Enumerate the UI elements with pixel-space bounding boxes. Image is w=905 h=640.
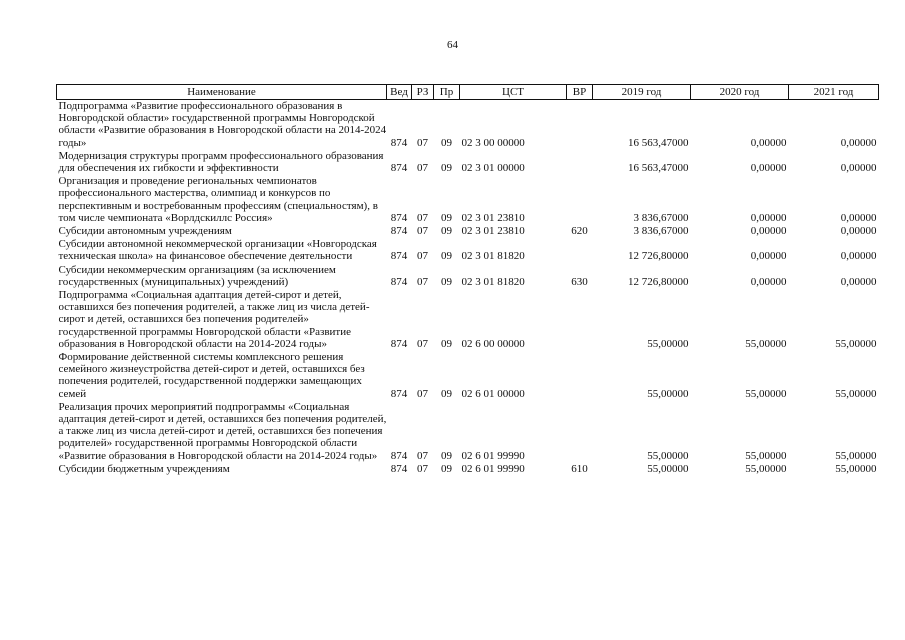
table-row	[57, 238, 879, 263]
cell-2021: 0,00000	[840, 225, 877, 238]
cell-2019: 55,00000	[647, 337, 689, 350]
cell-pr: 09	[441, 250, 452, 263]
header-2020: 2020 год	[691, 85, 789, 100]
header-rz: РЗ	[412, 85, 434, 100]
cell-cst: 02 6 01 00000	[461, 387, 525, 400]
cell-cst: 02 3 00 00000	[461, 136, 525, 149]
cell-rz: 07	[417, 449, 428, 462]
cell-cst: 02 3 01 81820	[461, 250, 525, 263]
cell-ved: 874	[390, 387, 408, 400]
cell-ved: 874	[390, 211, 408, 224]
cell-rz: 07	[417, 136, 428, 149]
cell-ved: 874	[390, 250, 408, 263]
table-header-row	[57, 85, 879, 100]
cell-vr: 630	[571, 275, 588, 288]
cell-pr: 09	[441, 162, 452, 175]
cell-rz: 07	[417, 462, 428, 475]
table-row	[57, 225, 879, 238]
cell-ved: 874	[390, 136, 408, 149]
cell-cst: 02 3 01 23810	[461, 211, 525, 224]
cell-name: Субсидии автономной некоммерческой организации «Новгородская техническая школа» на финансовое обеспечение деятельности	[58, 238, 377, 263]
cell-rz: 07	[417, 275, 428, 288]
cell-2020: 55,00000	[745, 462, 787, 475]
cell-name: Организация и проведение региональных чемпионатов профессионального мастерства, олимпиад и конкурсов по перспективным и востребованным профессиям (специальностям), в том числе чемпионата «Ворлдскиллс Россия»	[58, 175, 378, 224]
cell-rz: 07	[417, 162, 428, 175]
cell-rz: 07	[417, 211, 428, 224]
cell-name: Субсидии некоммерческим организациям (за исключением государственных (муниципальных) учреждений)	[58, 263, 336, 288]
cell-name: Подпрограмма «Развитие профессионального образования в Новгородской области» государственной программы Новгородской области «Развитие образования в Новгородской области на 2014-2024 годы»	[58, 100, 387, 149]
cell-2021: 55,00000	[835, 449, 877, 462]
cell-pr: 09	[441, 225, 452, 238]
cell-pr: 09	[441, 275, 452, 288]
cell-rz: 07	[417, 250, 428, 263]
cell-2019: 3 836,67000	[633, 211, 689, 224]
header-ved: Вед	[387, 85, 412, 100]
cell-cst: 02 3 01 81820	[461, 275, 525, 288]
cell-ved: 874	[390, 225, 408, 238]
cell-pr: 09	[441, 337, 452, 350]
cell-2020: 0,00000	[750, 211, 787, 224]
cell-name: Реализация прочих мероприятий подпрограммы «Социальная адаптация детей-сирот и детей, оставшихся без попечения родителей, а также лиц из числа детей-сирот и детей, оставшихся без попечения родителей» государственной программы Новгородской области «Развитие образования в Новгородской области на 2014-2024 годы»	[58, 400, 387, 462]
cell-2020: 55,00000	[745, 387, 787, 400]
cell-rz: 07	[417, 337, 428, 350]
cell-vr: 620	[571, 225, 588, 238]
header-vr: ВР	[567, 85, 593, 100]
cell-vr: 610	[571, 462, 588, 475]
cell-2021: 0,00000	[840, 162, 877, 175]
cell-ved: 874	[390, 337, 408, 350]
cell-vr	[567, 351, 593, 401]
cell-vr	[567, 238, 593, 263]
cell-2019: 55,00000	[647, 449, 689, 462]
cell-vr	[567, 175, 593, 225]
page-number: 64	[447, 39, 458, 51]
cell-2020: 55,00000	[745, 337, 787, 350]
cell-vr	[567, 100, 593, 150]
table-row	[57, 264, 879, 289]
cell-name: Формирование действенной системы комплексного решения семейного жизнеустройства детей-сирот и детей, оставшихся без попечения родителей, государственной поддержки замещающих семей	[58, 351, 365, 400]
cell-2020: 0,00000	[750, 136, 787, 149]
cell-2020: 55,00000	[745, 449, 787, 462]
cell-2019: 55,00000	[647, 387, 689, 400]
header-cst: ЦСТ	[460, 85, 567, 100]
cell-ved: 874	[390, 162, 408, 175]
cell-name: Подпрограмма «Социальная адаптация детей-сирот и детей, оставшихся без попечения родителей, а также лиц из числа детей-сирот и детей, оставшихся без попечения родителей» государственной программы Новгородской области «Развитие образования в Новгородской области на 2014-2024 годы»	[58, 289, 370, 350]
cell-2019: 55,00000	[647, 462, 689, 475]
cell-cst: 02 6 01 99990	[461, 462, 525, 475]
cell-2019: 16 563,47000	[628, 136, 689, 149]
header-2019: 2019 год	[593, 85, 691, 100]
table-row	[57, 289, 879, 351]
cell-pr: 09	[441, 211, 452, 224]
cell-pr: 09	[441, 387, 452, 400]
cell-vr	[567, 150, 593, 175]
cell-2019: 12 726,80000	[628, 275, 689, 288]
cell-cst: 02 6 00 00000	[461, 337, 525, 350]
cell-ved: 874	[390, 462, 408, 475]
cell-2020: 0,00000	[750, 225, 787, 238]
cell-2019: 3 836,67000	[633, 225, 689, 238]
cell-2021: 0,00000	[840, 136, 877, 149]
table-row	[57, 150, 879, 175]
cell-2020: 0,00000	[750, 275, 787, 288]
cell-cst: 02 3 01 23810	[461, 225, 525, 238]
cell-name: Субсидии бюджетным учреждениям	[58, 462, 230, 475]
table-row	[57, 351, 879, 401]
cell-2021: 55,00000	[835, 387, 877, 400]
cell-ved: 874	[390, 275, 408, 288]
table-row	[57, 100, 879, 150]
cell-pr: 09	[441, 462, 452, 475]
cell-cst: 02 3 01 00000	[461, 162, 525, 175]
cell-rz: 07	[417, 225, 428, 238]
cell-2021: 55,00000	[835, 337, 877, 350]
cell-cst: 02 6 01 99990	[461, 449, 525, 462]
cell-2019: 12 726,80000	[628, 250, 689, 263]
cell-vr	[567, 289, 593, 351]
cell-name: Субсидии автономным учреждениям	[58, 225, 232, 238]
header-name: Наименование	[57, 85, 387, 100]
cell-2020: 0,00000	[750, 250, 787, 263]
cell-2021: 0,00000	[840, 275, 877, 288]
table-row	[57, 401, 879, 463]
cell-2021: 55,00000	[835, 462, 877, 475]
cell-2021: 0,00000	[840, 211, 877, 224]
cell-vr	[567, 401, 593, 463]
cell-2019: 16 563,47000	[628, 162, 689, 175]
cell-rz: 07	[417, 387, 428, 400]
cell-pr: 09	[441, 449, 452, 462]
table-row	[57, 175, 879, 225]
cell-pr: 09	[441, 136, 452, 149]
header-pr: Пр	[434, 85, 460, 100]
table-body	[57, 100, 879, 477]
cell-2020: 0,00000	[750, 162, 787, 175]
cell-ved: 874	[390, 449, 408, 462]
budget-table	[56, 84, 879, 476]
cell-name: Модернизация структуры программ профессионального образования для обеспечения их гибкости и эффективности	[58, 149, 384, 175]
table-row	[57, 463, 879, 476]
header-2021: 2021 год	[789, 85, 879, 100]
cell-2021: 0,00000	[840, 250, 877, 263]
